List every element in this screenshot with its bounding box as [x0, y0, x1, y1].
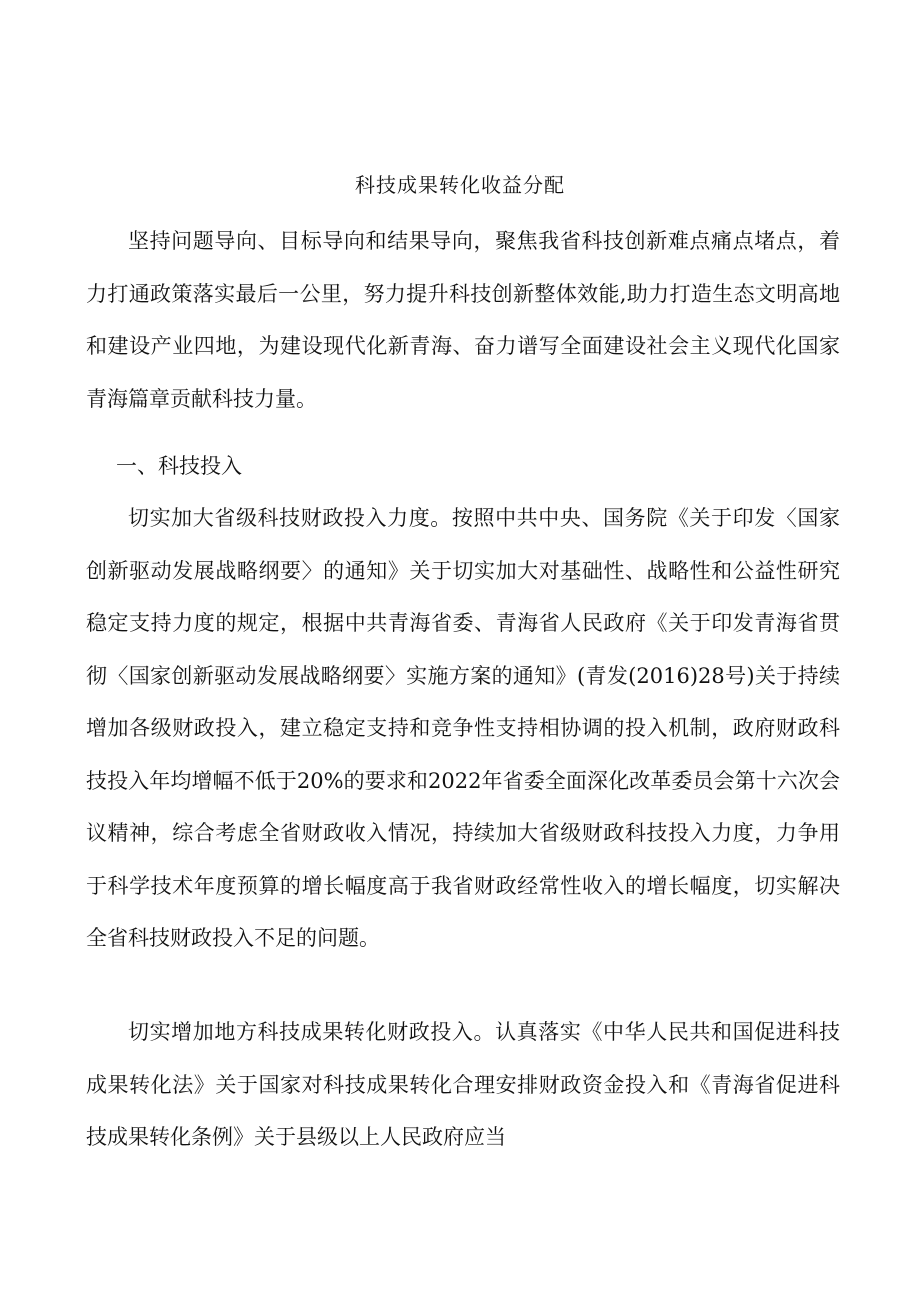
body-paragraph: 切实增加地方科技成果转化财政投入。认真落实《中华人民共和国促进科技成果转化法》关于国家对科技成果转化合理安排财政资金投入和《青海省促进科技成果转化条例》关于县级以上人民政府应当 [86, 1020, 840, 1149]
section-heading: 一、科技投入 [116, 454, 242, 478]
page-title: 科技成果转化收益分配 [355, 173, 565, 197]
intro-paragraph: 坚持问题导向、目标导向和结果导向，聚焦我省科技创新难点痛点堵点，着力打通政策落实最后一公里，努力提升科技创新整体效能,助力打造生态文明高地和建设产业四地，为建设现代化新青海、奋力谱写全面建设社会主义现代化国家青海篇章贡献科技力量。 [86, 229, 840, 411]
body-paragraph: 切实加大省级科技财政投入力度。按照中共中央、国务院《关于印发〈国家创新驱动发展战略纲要〉的通知》关于切实加大对基础性、战略性和公益性研究稳定支持力度的规定，根据中共青海省委、青海省人民政府《关于印发青海省贯彻〈国家创新驱动发展战略纲要〉实施方案的通知》(青发(2016)28号)关于持续增加各级财政投入，建立稳定支持和竞争性支持相协调的投入机制，政府财政科技投入年均增幅不低于20%的要求和2022年省委全面深化改革委员会第十六次会议精神，综合考虑全省财政收入情况，持续加大省级财政科技投入力度，力争用于科学技术年度预算的增长幅度高于我省财政经常性收入的增长幅度，切实解决全省科技财政投入不足的问题。 [86, 506, 840, 950]
